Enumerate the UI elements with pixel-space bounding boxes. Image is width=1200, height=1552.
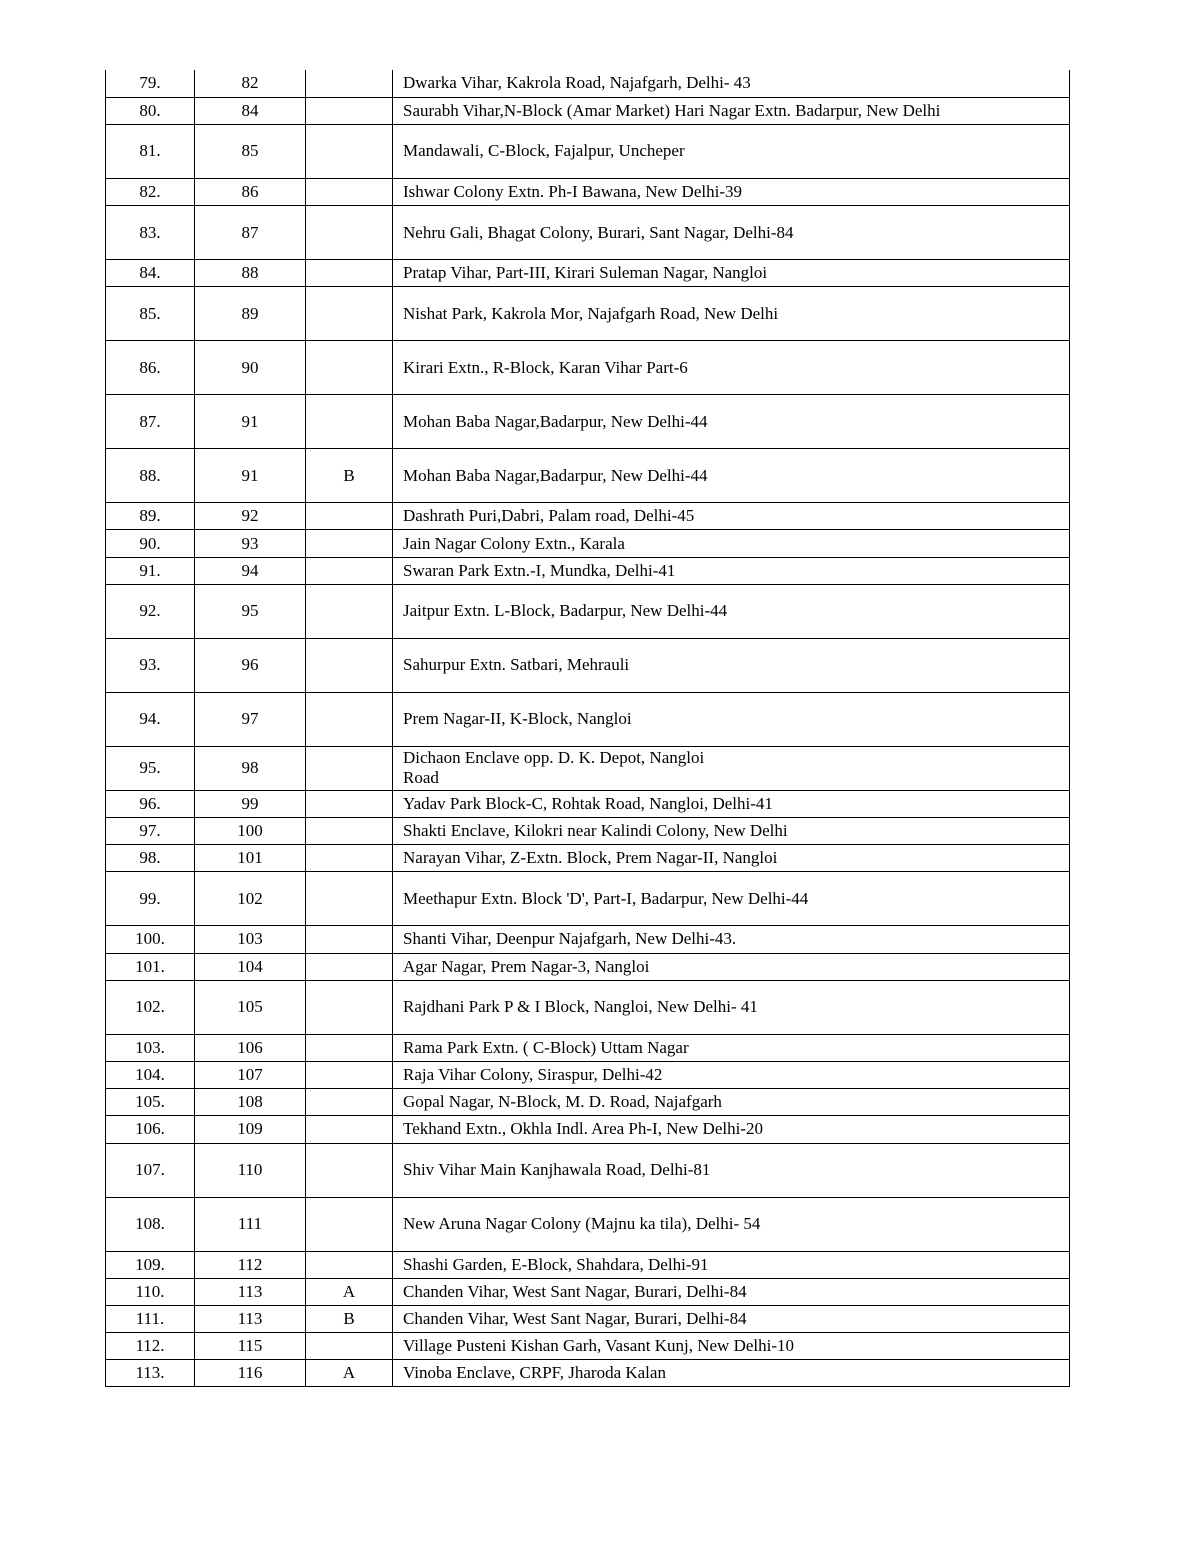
suffix-cell	[306, 953, 393, 980]
table-row	[106, 70, 1070, 97]
suffix-cell	[306, 178, 393, 205]
table-row	[106, 1034, 1070, 1061]
suffix-cell	[306, 1089, 393, 1116]
suffix-cell	[306, 124, 393, 178]
table-row	[106, 1143, 1070, 1197]
suffix-cell	[306, 845, 393, 872]
colony-number-cell: 85	[195, 124, 306, 178]
table-row	[106, 449, 1070, 503]
colony-name-cell: Shashi Garden, E-Block, Shahdara, Delhi-91	[393, 1251, 1070, 1278]
colony-name-cell: Kirari Extn., R-Block, Karan Vihar Part-6	[393, 341, 1070, 395]
suffix-cell: B	[306, 449, 393, 503]
table-row	[106, 638, 1070, 692]
serial-number-cell: 111.	[106, 1305, 195, 1332]
serial-number-cell: 113.	[106, 1360, 195, 1387]
colony-name-cell: Raja Vihar Colony, Siraspur, Delhi-42	[393, 1061, 1070, 1088]
suffix-cell	[306, 1143, 393, 1197]
serial-number-cell: 90.	[106, 530, 195, 557]
table-row	[106, 260, 1070, 287]
suffix-cell	[306, 790, 393, 817]
colony-name-cell: Ishwar Colony Extn. Ph-I Bawana, New Delhi-39	[393, 178, 1070, 205]
suffix-cell	[306, 503, 393, 530]
colony-number-cell: 88	[195, 260, 306, 287]
colony-number-cell: 107	[195, 1061, 306, 1088]
colony-name-cell: Swaran Park Extn.-I, Mundka, Delhi-41	[393, 557, 1070, 584]
colony-name-cell: Yadav Park Block-C, Rohtak Road, Nangloi, Delhi-41	[393, 790, 1070, 817]
suffix-cell	[306, 530, 393, 557]
serial-number-cell: 79.	[106, 70, 195, 97]
suffix-cell	[306, 1197, 393, 1251]
colony-name-cell: New Aruna Nagar Colony (Majnu ka tila), Delhi- 54	[393, 1197, 1070, 1251]
serial-number-cell: 89.	[106, 503, 195, 530]
colony-number-cell: 91	[195, 395, 306, 449]
colony-name-cell: Saurabh Vihar,N-Block (Amar Market) Hari Nagar Extn. Badarpur, New Delhi	[393, 97, 1070, 124]
table-row	[106, 1360, 1070, 1387]
serial-number-cell: 91.	[106, 557, 195, 584]
suffix-cell	[306, 872, 393, 926]
table-row	[106, 1116, 1070, 1143]
colony-number-cell: 110	[195, 1143, 306, 1197]
serial-number-cell: 94.	[106, 692, 195, 746]
serial-number-cell: 92.	[106, 584, 195, 638]
table-row	[106, 341, 1070, 395]
colony-name-cell: Nishat Park, Kakrola Mor, Najafgarh Road, New Delhi	[393, 287, 1070, 341]
colony-name-cell: Vinoba Enclave, CRPF, Jharoda Kalan	[393, 1360, 1070, 1387]
colony-number-cell: 109	[195, 1116, 306, 1143]
serial-number-cell: 102.	[106, 980, 195, 1034]
suffix-cell	[306, 1251, 393, 1278]
serial-number-cell: 97.	[106, 818, 195, 845]
serial-number-cell: 110.	[106, 1278, 195, 1305]
colony-number-cell: 101	[195, 845, 306, 872]
suffix-cell	[306, 1061, 393, 1088]
colony-name-cell: Jain Nagar Colony Extn., Karala	[393, 530, 1070, 557]
table-row	[106, 926, 1070, 953]
table-row	[106, 530, 1070, 557]
colony-name-cell: Dashrath Puri,Dabri, Palam road, Delhi-45	[393, 503, 1070, 530]
serial-number-cell: 88.	[106, 449, 195, 503]
suffix-cell	[306, 287, 393, 341]
colony-name-cell: Dwarka Vihar, Kakrola Road, Najafgarh, Delhi- 43	[393, 70, 1070, 97]
table-row	[106, 124, 1070, 178]
table-row	[106, 746, 1070, 790]
serial-number-cell: 85.	[106, 287, 195, 341]
suffix-cell	[306, 926, 393, 953]
suffix-cell: B	[306, 1305, 393, 1332]
suffix-cell: A	[306, 1360, 393, 1387]
serial-number-cell: 104.	[106, 1061, 195, 1088]
colony-name-cell: Rajdhani Park P & I Block, Nangloi, New Delhi- 41	[393, 980, 1070, 1034]
colony-number-cell: 82	[195, 70, 306, 97]
colony-number-cell: 91	[195, 449, 306, 503]
colony-number-cell: 105	[195, 980, 306, 1034]
table-row	[106, 1197, 1070, 1251]
colony-number-cell: 95	[195, 584, 306, 638]
serial-number-cell: 108.	[106, 1197, 195, 1251]
colony-name-cell: Village Pusteni Kishan Garh, Vasant Kunj, New Delhi-10	[393, 1333, 1070, 1360]
colony-number-cell: 99	[195, 790, 306, 817]
suffix-cell	[306, 260, 393, 287]
colony-name-cell: Shanti Vihar, Deenpur Najafgarh, New Delhi-43.	[393, 926, 1070, 953]
serial-number-cell: 106.	[106, 1116, 195, 1143]
colony-number-cell: 106	[195, 1034, 306, 1061]
colony-number-cell: 94	[195, 557, 306, 584]
colony-name-cell: Chanden Vihar, West Sant Nagar, Burari, Delhi-84	[393, 1305, 1070, 1332]
colony-name-cell: Agar Nagar, Prem Nagar-3, Nangloi	[393, 953, 1070, 980]
serial-number-cell: 87.	[106, 395, 195, 449]
table-row	[106, 503, 1070, 530]
colony-number-cell: 111	[195, 1197, 306, 1251]
table-row	[106, 953, 1070, 980]
colony-number-cell: 86	[195, 178, 306, 205]
suffix-cell	[306, 341, 393, 395]
serial-number-cell: 80.	[106, 97, 195, 124]
table-row	[106, 287, 1070, 341]
colony-name-cell: Narayan Vihar, Z-Extn. Block, Prem Nagar-II, Nangloi	[393, 845, 1070, 872]
serial-number-cell: 103.	[106, 1034, 195, 1061]
colony-number-cell: 104	[195, 953, 306, 980]
serial-number-cell: 99.	[106, 872, 195, 926]
colony-name-cell: Shiv Vihar Main Kanjhawala Road, Delhi-81	[393, 1143, 1070, 1197]
colony-name-cell: Rama Park Extn. ( C-Block) Uttam Nagar	[393, 1034, 1070, 1061]
serial-number-cell: 82.	[106, 178, 195, 205]
colony-name-cell: Nehru Gali, Bhagat Colony, Burari, Sant Nagar, Delhi-84	[393, 206, 1070, 260]
colony-name-cell: Sahurpur Extn. Satbari, Mehrauli	[393, 638, 1070, 692]
suffix-cell	[306, 557, 393, 584]
colony-name-cell: Jaitpur Extn. L-Block, Badarpur, New Delhi-44	[393, 584, 1070, 638]
colony-number-cell: 90	[195, 341, 306, 395]
table-row	[106, 97, 1070, 124]
serial-number-cell: 83.	[106, 206, 195, 260]
colony-number-cell: 108	[195, 1089, 306, 1116]
colony-number-cell: 102	[195, 872, 306, 926]
colony-number-cell: 116	[195, 1360, 306, 1387]
table-row	[106, 395, 1070, 449]
serial-number-cell: 81.	[106, 124, 195, 178]
table-row	[106, 1089, 1070, 1116]
serial-number-cell: 105.	[106, 1089, 195, 1116]
colony-name-cell: Mohan Baba Nagar,Badarpur, New Delhi-44	[393, 449, 1070, 503]
serial-number-cell: 101.	[106, 953, 195, 980]
colony-number-cell: 89	[195, 287, 306, 341]
table-row	[106, 980, 1070, 1034]
table-row	[106, 206, 1070, 260]
table-row	[106, 178, 1070, 205]
colony-number-cell: 93	[195, 530, 306, 557]
colony-number-cell: 97	[195, 692, 306, 746]
table-row	[106, 1333, 1070, 1360]
suffix-cell	[306, 70, 393, 97]
colony-name-cell: Mandawali, C-Block, Fajalpur, Uncheper	[393, 124, 1070, 178]
suffix-cell	[306, 1333, 393, 1360]
colony-list-body	[106, 70, 1070, 1387]
suffix-cell	[306, 746, 393, 790]
colony-number-cell: 84	[195, 97, 306, 124]
suffix-cell	[306, 206, 393, 260]
table-row	[106, 818, 1070, 845]
colony-number-cell: 112	[195, 1251, 306, 1278]
colony-number-cell: 115	[195, 1333, 306, 1360]
serial-number-cell: 86.	[106, 341, 195, 395]
serial-number-cell: 112.	[106, 1333, 195, 1360]
colony-name-cell: Gopal Nagar, N-Block, M. D. Road, Najafgarh	[393, 1089, 1070, 1116]
table-row	[106, 1251, 1070, 1278]
colony-name-cell: Chanden Vihar, West Sant Nagar, Burari, Delhi-84	[393, 1278, 1070, 1305]
table-row	[106, 584, 1070, 638]
colony-name-cell: Shakti Enclave, Kilokri near Kalindi Colony, New Delhi	[393, 818, 1070, 845]
suffix-cell	[306, 692, 393, 746]
colony-name-cell: Prem Nagar-II, K-Block, Nangloi	[393, 692, 1070, 746]
suffix-cell: A	[306, 1278, 393, 1305]
table-row	[106, 557, 1070, 584]
colony-number-cell: 103	[195, 926, 306, 953]
serial-number-cell: 95.	[106, 746, 195, 790]
suffix-cell	[306, 980, 393, 1034]
serial-number-cell: 100.	[106, 926, 195, 953]
colony-number-cell: 113	[195, 1305, 306, 1332]
serial-number-cell: 109.	[106, 1251, 195, 1278]
colony-name-cell: Dichaon Enclave opp. D. K. Depot, Nangloi Road	[393, 746, 1070, 790]
suffix-cell	[306, 395, 393, 449]
serial-number-cell: 96.	[106, 790, 195, 817]
colony-number-cell: 98	[195, 746, 306, 790]
table-row	[106, 790, 1070, 817]
colony-number-cell: 113	[195, 1278, 306, 1305]
suffix-cell	[306, 1034, 393, 1061]
serial-number-cell: 107.	[106, 1143, 195, 1197]
colony-number-cell: 87	[195, 206, 306, 260]
colony-name-cell: Mohan Baba Nagar,Badarpur, New Delhi-44	[393, 395, 1070, 449]
serial-number-cell: 93.	[106, 638, 195, 692]
suffix-cell	[306, 638, 393, 692]
table-row	[106, 845, 1070, 872]
table-row	[106, 872, 1070, 926]
colony-name-cell: Tekhand Extn., Okhla Indl. Area Ph-I, New Delhi-20	[393, 1116, 1070, 1143]
table-row	[106, 692, 1070, 746]
suffix-cell	[306, 584, 393, 638]
table-row	[106, 1061, 1070, 1088]
table-row	[106, 1278, 1070, 1305]
suffix-cell	[306, 1116, 393, 1143]
suffix-cell	[306, 97, 393, 124]
serial-number-cell: 98.	[106, 845, 195, 872]
table-row	[106, 1305, 1070, 1332]
suffix-cell	[306, 818, 393, 845]
colony-number-cell: 100	[195, 818, 306, 845]
colony-number-cell: 92	[195, 503, 306, 530]
colony-name-cell: Meethapur Extn. Block 'D', Part-I, Badarpur, New Delhi-44	[393, 872, 1070, 926]
colony-number-cell: 96	[195, 638, 306, 692]
colony-list-table	[105, 70, 1070, 1387]
colony-name-cell: Pratap Vihar, Part-III, Kirari Suleman Nagar, Nangloi	[393, 260, 1070, 287]
serial-number-cell: 84.	[106, 260, 195, 287]
